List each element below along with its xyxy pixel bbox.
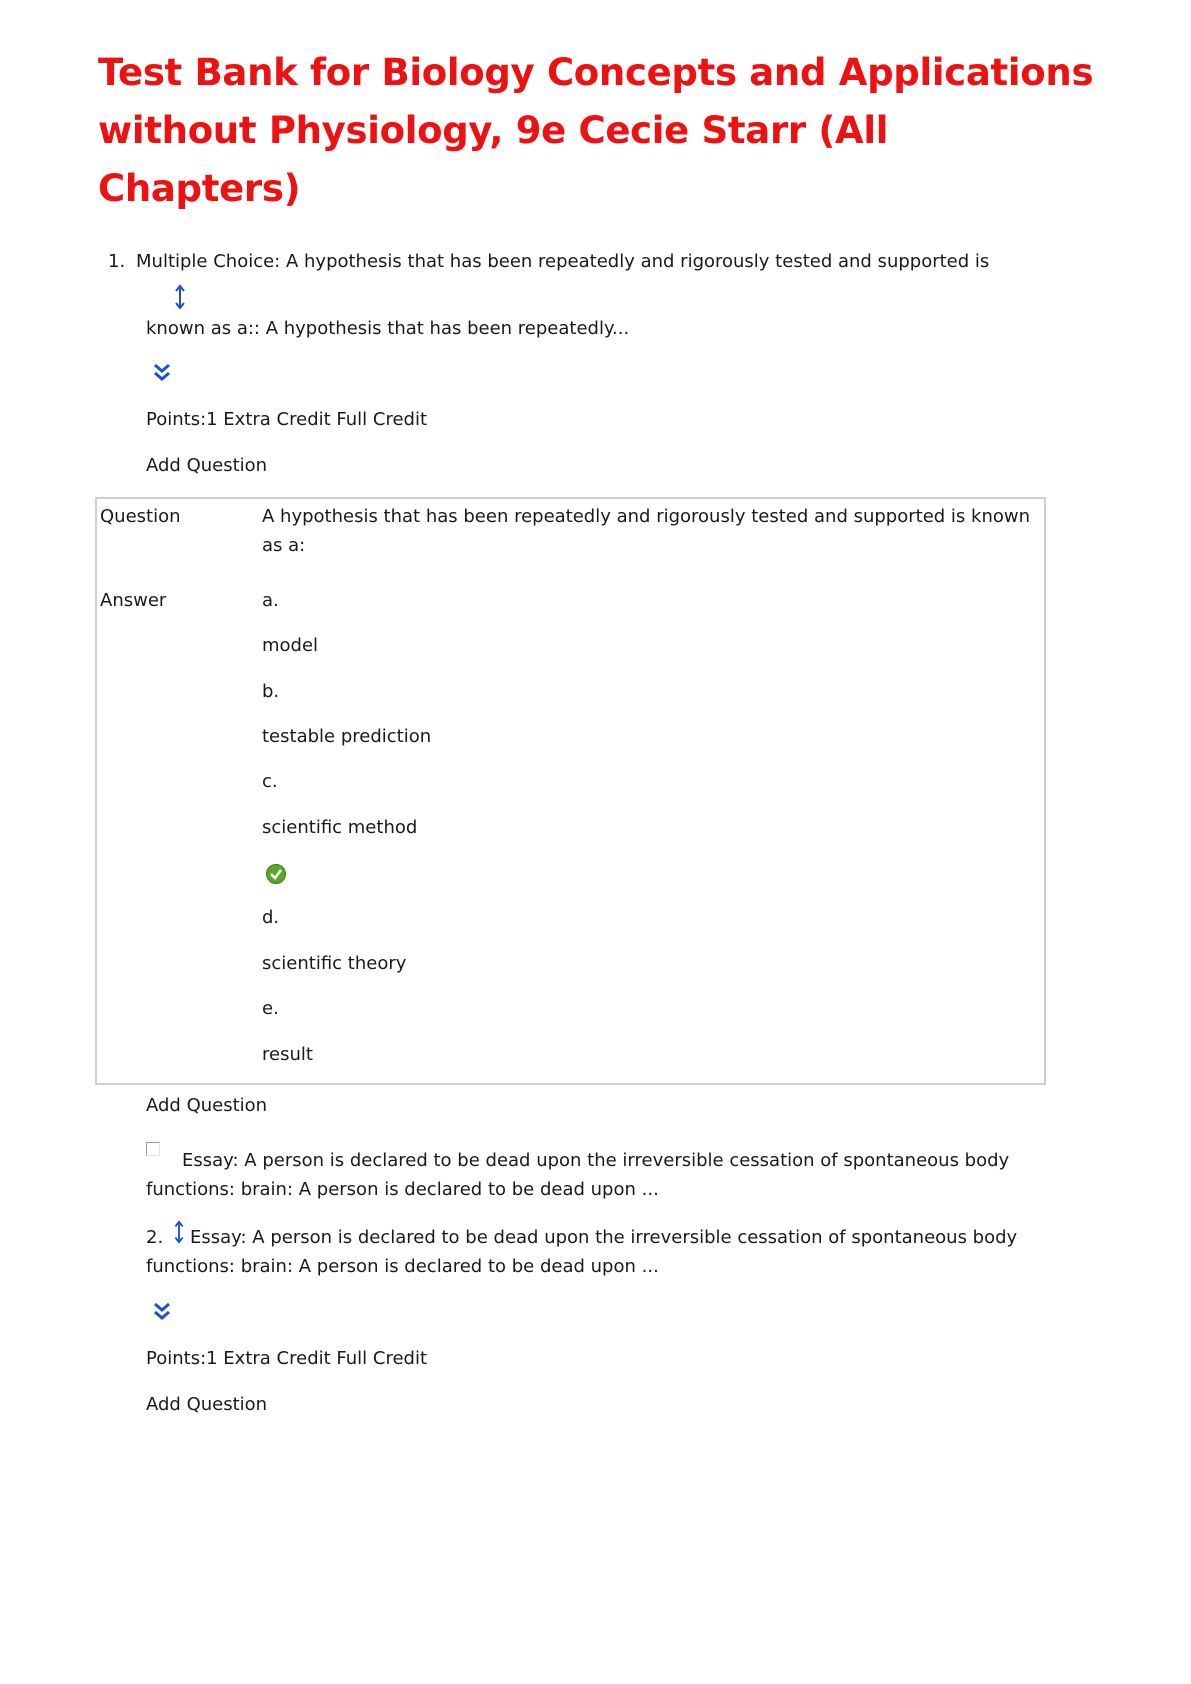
option-text-e: result: [262, 1044, 313, 1065]
title-line-1: Test Bank for Biology Concepts and Applications: [98, 51, 1094, 94]
double-chevron-down-icon[interactable]: [152, 1301, 172, 1323]
document-title: [98, 44, 1098, 218]
q1-header[interactable]: Multiple Choice: A hypothesis that has been repeatedly and rigorously tested and supported is: [136, 251, 990, 272]
option-text-a: model: [262, 635, 319, 656]
option-text-b: testable prediction: [262, 726, 432, 747]
option-letter-b: b.: [262, 681, 280, 702]
q2-line-2: functions: brain: A person is declared to be dead upon ...: [146, 1256, 659, 1277]
q1-points: Points:1 Extra Credit Full Credit: [146, 409, 428, 430]
option-letter-c: c.: [262, 771, 278, 792]
q2-number: 2.: [146, 1227, 164, 1248]
option-text-c: scientific method: [262, 817, 418, 838]
title-line-2: without Physiology, 9e Cecie Starr (All Chapters): [98, 109, 889, 210]
option-letter-e: e.: [262, 998, 279, 1019]
up-down-arrow-icon[interactable]: [172, 1220, 186, 1244]
q1-number: 1.: [108, 251, 126, 272]
question-label: Question: [100, 506, 181, 527]
green-check-icon: [266, 864, 286, 884]
up-down-arrow-icon[interactable]: [173, 284, 187, 310]
q1-add-question-after-link[interactable]: Add Question: [146, 1095, 268, 1116]
q1-add-question-link[interactable]: Add Question: [146, 455, 268, 476]
double-chevron-down-icon[interactable]: [152, 362, 172, 384]
question-text-line-1: A hypothesis that has been repeatedly and rigorously tested and supported is known: [262, 506, 1030, 527]
q2-points: Points:1 Extra Credit Full Credit: [146, 1348, 428, 1369]
question-text-line-2: as a:: [262, 535, 306, 556]
essay-checkbox-line-2: functions: brain: A person is declared to be dead upon ...: [146, 1179, 659, 1200]
q2-line-1[interactable]: Essay: A person is declared to be dead upon the irreversible cessation of spontaneous body: [190, 1227, 1018, 1248]
option-text-d: scientific theory: [262, 953, 407, 974]
answer-label: Answer: [100, 590, 167, 611]
q2-add-question-link[interactable]: Add Question: [146, 1394, 268, 1415]
option-letter-a: a.: [262, 590, 279, 611]
select-question-checkbox[interactable]: [146, 1142, 160, 1156]
q1-header-continued: known as a:: A hypothesis that has been repeatedly...: [146, 318, 630, 339]
option-letter-d: d.: [262, 907, 280, 928]
question-detail-box: [95, 497, 1046, 1085]
essay-checkbox-line-1: Essay: A person is declared to be dead upon the irreversible cessation of spontaneous body: [182, 1150, 1010, 1171]
